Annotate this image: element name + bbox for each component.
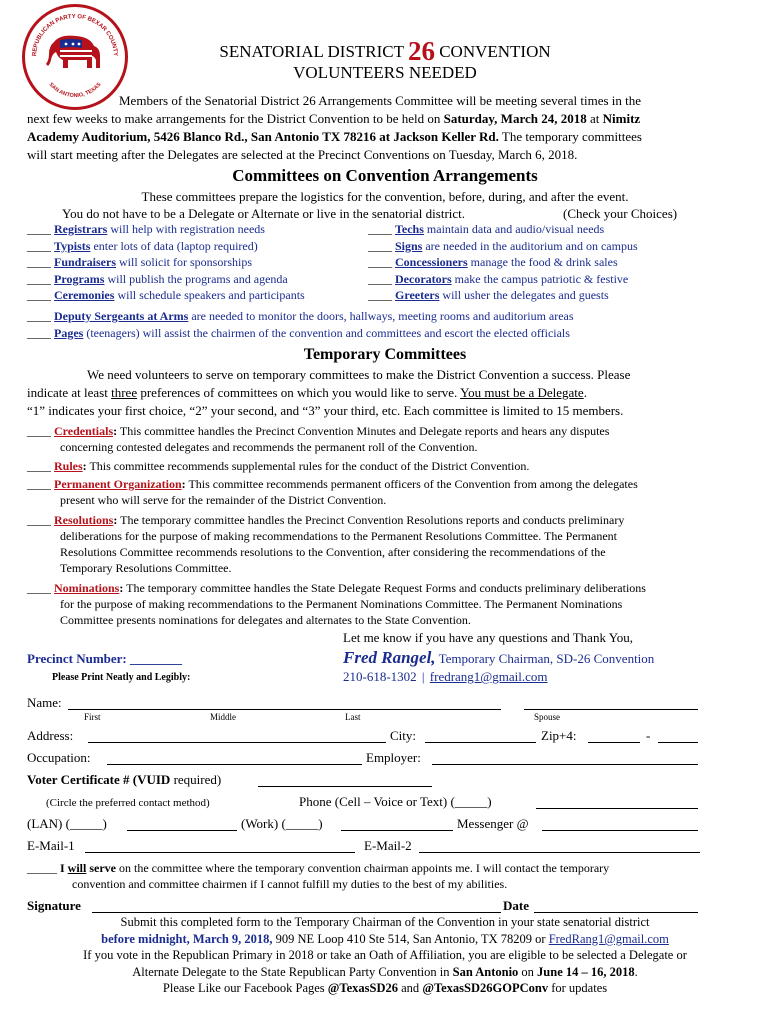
role-description: enter lots of data (laptop required): [90, 238, 258, 253]
check-choices-hint: (Check your Choices): [563, 206, 678, 221]
committee-description-continued: Temporary Resolutions Committee.: [60, 561, 232, 575]
volunteer-role-techs[interactable]: [368, 222, 604, 237]
email2-label: E-Mail-2: [364, 838, 412, 853]
role-name: Concessioners: [395, 255, 468, 269]
footer-email-link[interactable]: FredRang1@gmail.com: [548, 932, 669, 946]
phone-input-line[interactable]: [536, 808, 698, 809]
city-input-line[interactable]: [425, 742, 536, 743]
role-name: Typists: [54, 238, 91, 253]
zip4-input-line[interactable]: [658, 742, 698, 743]
committee-colon: :: [181, 477, 186, 491]
zip-dash: -: [646, 728, 651, 743]
role-checkbox[interactable]: ____: [368, 288, 392, 302]
role-name: Fundraisers: [54, 255, 117, 269]
city-label: City:: [390, 728, 417, 743]
email1-label: E-Mail-1: [27, 838, 75, 853]
role-description: manage the food & drink sales: [467, 255, 618, 269]
temporary-intro: [27, 366, 743, 420]
volunteer-role-programs[interactable]: [27, 272, 288, 287]
role-checkbox[interactable]: ____: [368, 271, 392, 286]
temporary-intro-line-2: indicate at least three preferences of committees on which you would like to serve. You must be a Delegate.: [27, 385, 587, 400]
committee-name: Permanent Organization: [54, 477, 182, 491]
volunteer-role-concessioners[interactable]: [368, 255, 618, 270]
occupation-label: Occupation:: [27, 750, 91, 765]
name-first-caption: First: [84, 712, 101, 722]
address-label: Address:: [27, 728, 74, 743]
role-checkbox[interactable]: ____: [27, 238, 51, 253]
temporary-intro-line-1: We need volunteers to serve on temporary committees to make the District Convention a success. Please: [87, 367, 631, 382]
chair-title: Temporary Chairman, SD-26 Convention: [435, 651, 655, 666]
arrangements-intro-2: You do not have to be a Delegate or Alternate or live in the senatorial district.: [62, 206, 466, 221]
role-description: will usher the delegates and guests: [439, 288, 609, 302]
title-suffix: CONVENTION: [439, 42, 551, 61]
spouse-input-line[interactable]: [524, 709, 698, 710]
email2-input-line[interactable]: [419, 852, 700, 853]
signature-label: Signature: [27, 898, 81, 913]
footer-facebook-line: Please Like our Facebook Pages @TexasSD26 and @TexasSD26GOPConv for updates: [162, 981, 608, 995]
committee-description-continued: concerning contested delegates and recommends the permanent roll of the Convention.: [60, 440, 478, 454]
role-checkbox[interactable]: ____: [368, 222, 392, 236]
role-name: Deputy Sergeants at Arms: [54, 309, 189, 323]
committee-description-continued: for the purpose of making recommendations to the Permanent Nominations Committee. The Permanent Nominations: [60, 597, 623, 611]
volunteer-role-typists[interactable]: [27, 239, 258, 254]
committee-colon: :: [113, 513, 118, 527]
committee-name: Nominations: [54, 581, 120, 595]
committee-name: Rules: [54, 459, 83, 473]
email1-input-line[interactable]: [85, 852, 355, 853]
name-label: Name:: [27, 695, 62, 710]
role-description: are needed to monitor the doors, hallways, meeting rooms and auditorium areas: [188, 309, 574, 323]
messenger-label[interactable]: Messenger @: [457, 816, 529, 831]
volunteer-role-signs[interactable]: [368, 239, 638, 254]
role-checkbox[interactable]: ____: [27, 288, 51, 302]
work-input-line[interactable]: [341, 830, 453, 831]
temporary-committee-nominations: [27, 580, 743, 628]
role-description: will solicit for sponsorships: [116, 255, 253, 269]
intro-line-1: Members of the Senatorial District 26 Arrangements Committee will be meeting several times in the: [119, 93, 642, 108]
committee-first-line: [27, 458, 743, 474]
role-checkbox[interactable]: ____: [368, 238, 392, 253]
employer-input-line[interactable]: [432, 764, 698, 765]
lan-label[interactable]: (LAN) (_____): [27, 816, 107, 831]
name-middle-caption: Middle: [210, 712, 236, 722]
contact-method-hint: (Circle the preferred contact method): [46, 797, 210, 809]
arrangements-heading: Committees on Convention Arrangements: [232, 166, 538, 185]
footer-submit-line: Submit this completed form to the Temporary Chairman of the Convention in your state senatorial district: [120, 915, 650, 929]
role-description: maintain data and audio/visual needs: [423, 222, 605, 236]
employer-label: Employer:: [366, 750, 421, 765]
svg-text:REPUBLICAN PARTY OF BEXAR COUN: REPUBLICAN PARTY OF BEXAR COUNTY: [31, 13, 119, 57]
lan-input-line[interactable]: [127, 830, 237, 831]
committee-description: This committee handles the Precinct Convention Minutes and Delegate reports and hears any disputes: [117, 424, 610, 438]
signature-input-line[interactable]: [92, 912, 501, 913]
intro-line-3: Academy Auditorium, 5426 Blanco Rd., San Antonio TX 78216 at Jackson Keller Rd. The temporary committees: [27, 129, 642, 144]
volunteer-role-pages[interactable]: [27, 326, 570, 341]
messenger-input-line[interactable]: [542, 830, 698, 831]
role-checkbox[interactable]: ____: [368, 255, 392, 269]
temporary-heading: Temporary Committees: [303, 346, 467, 363]
title-prefix: SENATORIAL DISTRICT: [219, 42, 404, 61]
temporary-committee-resolutions: [27, 512, 743, 576]
committee-first-line: [27, 423, 743, 439]
chair-contact: 210-618-1302 | fredrang1@gmail.com: [343, 669, 548, 684]
committee-name: Credentials: [54, 424, 114, 438]
intro-line-4: will start meeting after the Delegates are selected at the Precinct Conventions on Tuesday, March 6, 2018.: [27, 147, 578, 162]
volunteer-role-fundraisers[interactable]: [27, 255, 252, 270]
footer-eligibility-line: If you vote in the Republican Primary in 2018 or take an Oath of Affiliation, you are eligible to be selected a Delegate or: [83, 948, 687, 962]
role-description: will schedule speakers and participants: [114, 288, 305, 302]
role-checkbox[interactable]: ____: [27, 255, 51, 269]
volunteer-role-registrars[interactable]: [27, 222, 265, 237]
name-spouse-caption: Spouse: [534, 712, 561, 722]
vuid-input-line[interactable]: [258, 786, 432, 787]
volunteer-role-greeters[interactable]: [368, 288, 609, 303]
role-description: are needed in the auditorium and on campus: [422, 238, 638, 253]
footer-state-convention-line: Alternate Delegate to the State Republican Party Convention in San Antonio on June 14 – 16, 2018.: [132, 965, 638, 979]
committee-rank-blank[interactable]: ____: [27, 581, 51, 595]
vuid-label: Voter Certificate # (VUID required): [27, 772, 222, 787]
chair-name: Fred Rangel,: [343, 648, 436, 667]
committee-rank-blank[interactable]: ____: [27, 513, 51, 527]
role-checkbox[interactable]: ____: [27, 222, 51, 236]
volunteer-role-decorators[interactable]: [368, 272, 628, 287]
committee-rank-blank[interactable]: ____: [27, 477, 51, 491]
volunteer-role-deputy-sergeants-at-arms[interactable]: [27, 309, 574, 324]
committee-first-line: [27, 476, 743, 492]
temporary-committee-permanent-organization: [27, 476, 743, 508]
committee-colon: :: [113, 424, 118, 438]
zip-label: Zip+4:: [541, 728, 577, 743]
arrangements-intro-1: These committees prepare the logistics for the convention, before, during, and after the event.: [141, 189, 629, 204]
committee-description-continued: present who will serve for the remainder of the District Convention.: [60, 493, 387, 507]
zip-input-line[interactable]: [588, 742, 640, 743]
occupation-input-line[interactable]: [107, 764, 362, 765]
role-name: Programs: [54, 271, 105, 286]
page-subtitle: VOLUNTEERS NEEDED: [293, 63, 477, 82]
role-name: Techs: [395, 222, 424, 236]
committee-name: Resolutions: [54, 513, 114, 527]
role-description: make the campus patriotic & festive: [451, 271, 629, 286]
role-name: Greeters: [395, 288, 440, 302]
committee-description-continued: Resolutions Committee recommends resolutions to the Convention, after considering the recommendations of the: [60, 545, 606, 559]
role-description: will help with registration needs: [107, 222, 265, 236]
serve-pledge-line-2: convention and committee chairmen if I cannot fulfill my duties to the best of my abilities.: [72, 877, 508, 891]
print-note: Please Print Neatly and Legibly:: [52, 672, 191, 683]
temporary-committee-rules: [27, 458, 743, 474]
role-description: (teenagers) will assist the chairmen of the convention and committees and escort the elected officials: [83, 325, 570, 340]
role-name: Registrars: [54, 222, 108, 236]
name-input-line[interactable]: [68, 709, 501, 710]
role-name: Signs: [395, 238, 423, 253]
committee-rank-blank[interactable]: ____: [27, 424, 51, 438]
chair-line: [343, 648, 654, 668]
chair-email-link[interactable]: fredrang1@gmail.com: [429, 669, 548, 684]
committee-description: This committee recommends supplemental rules for the conduct of the District Convention.: [86, 459, 530, 473]
temporary-intro-line-3: “1” indicates your first choice, “2” your second, and “3” your third, etc. Each committee is limited to 15 members.: [27, 403, 624, 418]
committee-first-line: [27, 580, 743, 596]
committee-colon: :: [119, 581, 124, 595]
facebook-page-conv[interactable]: @TexasSD26GOPConv: [422, 981, 549, 995]
committee-description-continued: deliberations for the purpose of making recommendations to the Permanent Resolutions Committee. The Permanent: [60, 529, 617, 543]
serve-checkbox[interactable]: _____: [27, 861, 57, 875]
address-input-line[interactable]: [88, 742, 386, 743]
committee-description-continued: Committee presents nominations for delegates and alternates to the State Convention.: [60, 613, 471, 627]
phone-label[interactable]: Phone (Cell – Voice or Text) (_____): [299, 794, 492, 809]
committee-first-line: [27, 512, 743, 528]
serve-pledge: _____ I will serve on the committee where the temporary convention chairman appoints me. I will contact the temporary: [27, 861, 610, 875]
role-name: Pages: [54, 325, 84, 340]
chair-phone: 210-618-1302: [343, 669, 417, 684]
intro-line-2: next few weeks to make arrangements for the District Convention to be held on Saturday, March 24, 2018 at Nimitz: [27, 111, 641, 126]
date-input-line[interactable]: [534, 912, 698, 913]
temporary-committee-credentials: [27, 423, 743, 455]
role-name: Decorators: [395, 271, 452, 286]
work-label[interactable]: (Work) (_____): [241, 816, 323, 831]
footer-deadline-line: before midnight, March 9, 2018, 909 NE Loop 410 Ste 514, San Antonio, TX 78209 or FredRang1@gmail.com: [101, 932, 669, 946]
name-last-caption: Last: [345, 712, 361, 722]
committee-colon: :: [82, 459, 87, 473]
role-checkbox[interactable]: ____: [27, 271, 51, 286]
intro-paragraph: [27, 92, 743, 164]
committee-description: This committee recommends permanent officers of the Convention from among the delegates: [185, 477, 638, 491]
precinct-number-field[interactable]: Precinct Number: ________: [27, 651, 183, 666]
committee-rank-blank[interactable]: ____: [27, 459, 51, 473]
committee-description: The temporary committee handles the Precinct Convention Resolutions reports and conducts preliminary: [117, 513, 625, 527]
date-label: Date: [503, 898, 529, 913]
district-number: 26: [407, 36, 435, 66]
role-checkbox[interactable]: ____: [27, 309, 51, 323]
svg-text:SAN ANTONIO, TEXAS: SAN ANTONIO, TEXAS: [47, 81, 103, 100]
thanks-line: Let me know if you have any questions and Thank You,: [343, 630, 634, 645]
facebook-page-sd26[interactable]: @TexasSD26: [327, 981, 398, 995]
role-checkbox[interactable]: ____: [27, 325, 51, 340]
committee-description: The temporary committee handles the State Delegate Request Forms and conducts preliminary deliberations: [123, 581, 646, 595]
role-name: Ceremonies: [54, 288, 115, 302]
role-description: will publish the programs and agenda: [104, 271, 288, 286]
volunteer-role-ceremonies[interactable]: [27, 288, 305, 303]
